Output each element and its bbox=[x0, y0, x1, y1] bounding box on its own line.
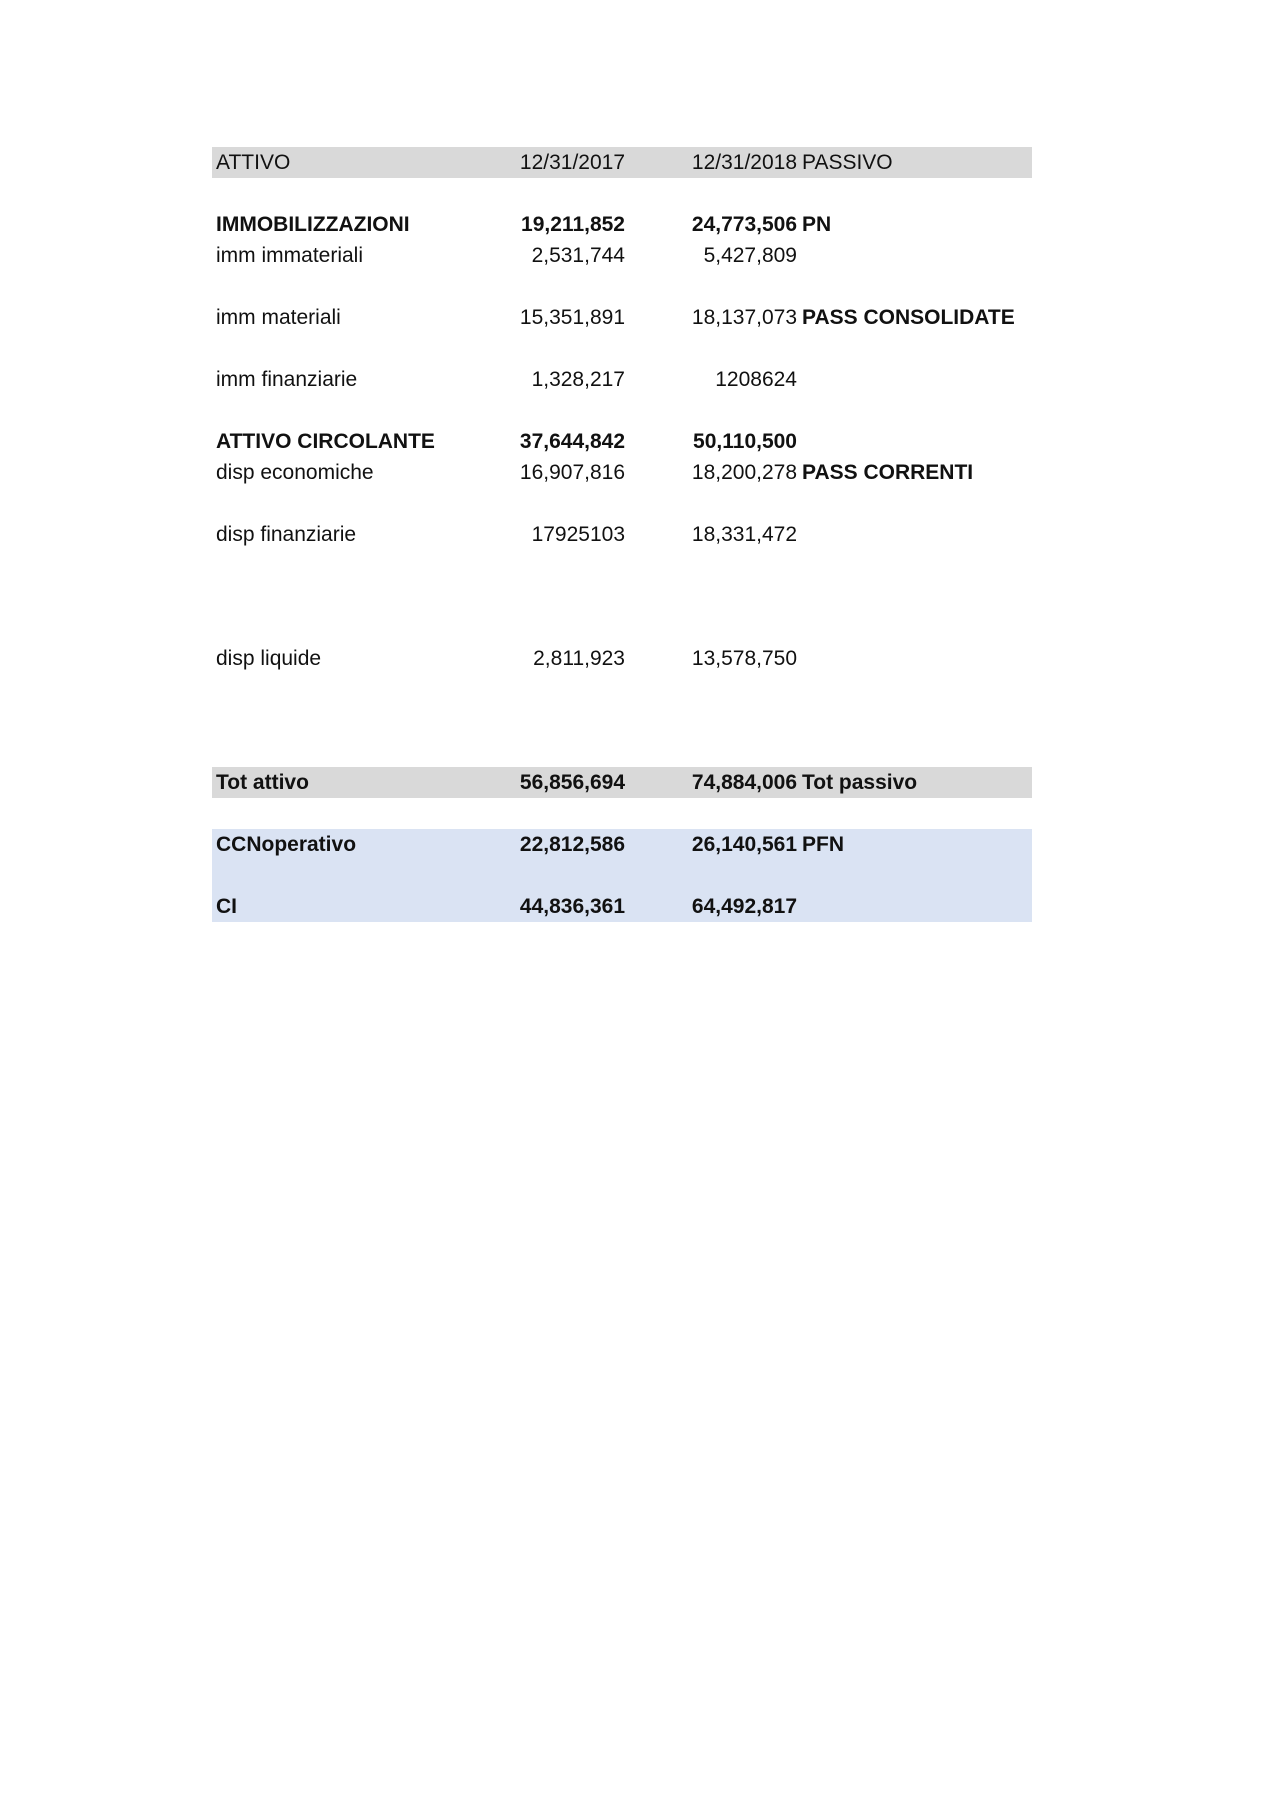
row-imm-immateriali bbox=[212, 240, 1032, 271]
passivo-pass-consolidate: PASS CONSOLIDATE bbox=[802, 306, 1015, 329]
value-2017-imm-immateriali: 2,531,744 bbox=[531, 244, 625, 267]
row-ccn-operativo bbox=[212, 829, 1032, 860]
value-2017-disp-finanziarie: 17925103 bbox=[531, 523, 625, 546]
passivo-pn: PN bbox=[802, 213, 832, 236]
blank-row bbox=[212, 705, 1032, 736]
value-2017-attivo-circolante: 37,644,842 bbox=[519, 430, 625, 453]
value-2017-immobilizzazioni: 19,211,852 bbox=[521, 213, 625, 236]
blank-row bbox=[212, 178, 1032, 209]
value-2018-imm-finanziarie: 1208624 bbox=[715, 368, 797, 391]
value-2017-imm-materiali: 15,351,891 bbox=[519, 306, 625, 329]
label-imm-immateriali: imm immateriali bbox=[216, 244, 363, 267]
label-immobilizzazioni: IMMOBILIZZAZIONI bbox=[216, 213, 410, 236]
label-disp-finanziarie: disp finanziarie bbox=[216, 523, 357, 546]
value-2018-imm-immateriali: 5,427,809 bbox=[703, 244, 797, 267]
label-ccn-operativo: CCNoperativo bbox=[216, 833, 357, 856]
header-attivo: ATTIVO bbox=[216, 151, 291, 174]
label-imm-materiali: imm materiali bbox=[216, 306, 341, 329]
row-imm-finanziarie bbox=[212, 364, 1032, 395]
row-attivo-circolante bbox=[212, 426, 1032, 457]
row-disp-liquide bbox=[212, 643, 1032, 674]
blank-row bbox=[212, 860, 1032, 891]
blank-row bbox=[212, 674, 1032, 705]
value-2017-disp-economiche: 16,907,816 bbox=[519, 461, 625, 484]
row-disp-economiche bbox=[212, 457, 1032, 488]
value-2018-immobilizzazioni: 24,773,506 bbox=[691, 213, 797, 236]
label-attivo-circolante: ATTIVO CIRCOLANTE bbox=[216, 430, 435, 453]
header-date-2017: 12/31/2017 bbox=[519, 151, 625, 174]
value-2017-imm-finanziarie: 1,328,217 bbox=[531, 368, 625, 391]
row-tot-attivo bbox=[212, 767, 1032, 798]
blank-row bbox=[212, 581, 1032, 612]
blank-row bbox=[212, 612, 1032, 643]
row-ci bbox=[212, 891, 1032, 922]
label-disp-economiche: disp economiche bbox=[216, 461, 374, 484]
value-2017-disp-liquide: 2,811,923 bbox=[533, 647, 625, 670]
value-2017-ccn-operativo: 22,812,586 bbox=[519, 833, 625, 856]
value-2018-ci: 64,492,817 bbox=[691, 895, 797, 918]
blank-row bbox=[212, 550, 1032, 581]
passivo-pfn: PFN bbox=[802, 833, 844, 856]
header-row bbox=[212, 147, 1032, 178]
blank-row bbox=[212, 798, 1032, 829]
label-disp-liquide: disp liquide bbox=[216, 647, 322, 670]
value-2018-disp-economiche: 18,200,278 bbox=[691, 461, 797, 484]
row-immobilizzazioni bbox=[212, 209, 1032, 240]
blank-row bbox=[212, 333, 1032, 364]
value-2018-tot-attivo: 74,884,006 bbox=[691, 771, 797, 794]
value-2018-disp-liquide: 13,578,750 bbox=[691, 647, 797, 670]
passivo-tot-passivo: Tot passivo bbox=[802, 771, 918, 794]
balance-sheet-table bbox=[212, 147, 1032, 922]
blank-row bbox=[212, 488, 1032, 519]
row-imm-materiali bbox=[212, 302, 1032, 333]
header-passivo: PASSIVO bbox=[802, 151, 893, 174]
header-date-2018: 12/31/2018 bbox=[691, 151, 797, 174]
blank-row bbox=[212, 736, 1032, 767]
value-2018-ccn-operativo: 26,140,561 bbox=[691, 833, 797, 856]
blank-row bbox=[212, 271, 1032, 302]
blank-row bbox=[212, 395, 1032, 426]
value-2017-tot-attivo: 56,856,694 bbox=[519, 771, 625, 794]
label-tot-attivo: Tot attivo bbox=[216, 771, 309, 794]
value-2018-disp-finanziarie: 18,331,472 bbox=[691, 523, 797, 546]
passivo-pass-correnti: PASS CORRENTI bbox=[802, 461, 974, 484]
value-2018-imm-materiali: 18,137,073 bbox=[691, 306, 797, 329]
label-ci: CI bbox=[216, 895, 237, 918]
value-2017-ci: 44,836,361 bbox=[519, 895, 625, 918]
row-disp-finanziarie bbox=[212, 519, 1032, 550]
label-imm-finanziarie: imm finanziarie bbox=[216, 368, 358, 391]
value-2018-attivo-circolante: 50,110,500 bbox=[693, 430, 797, 453]
